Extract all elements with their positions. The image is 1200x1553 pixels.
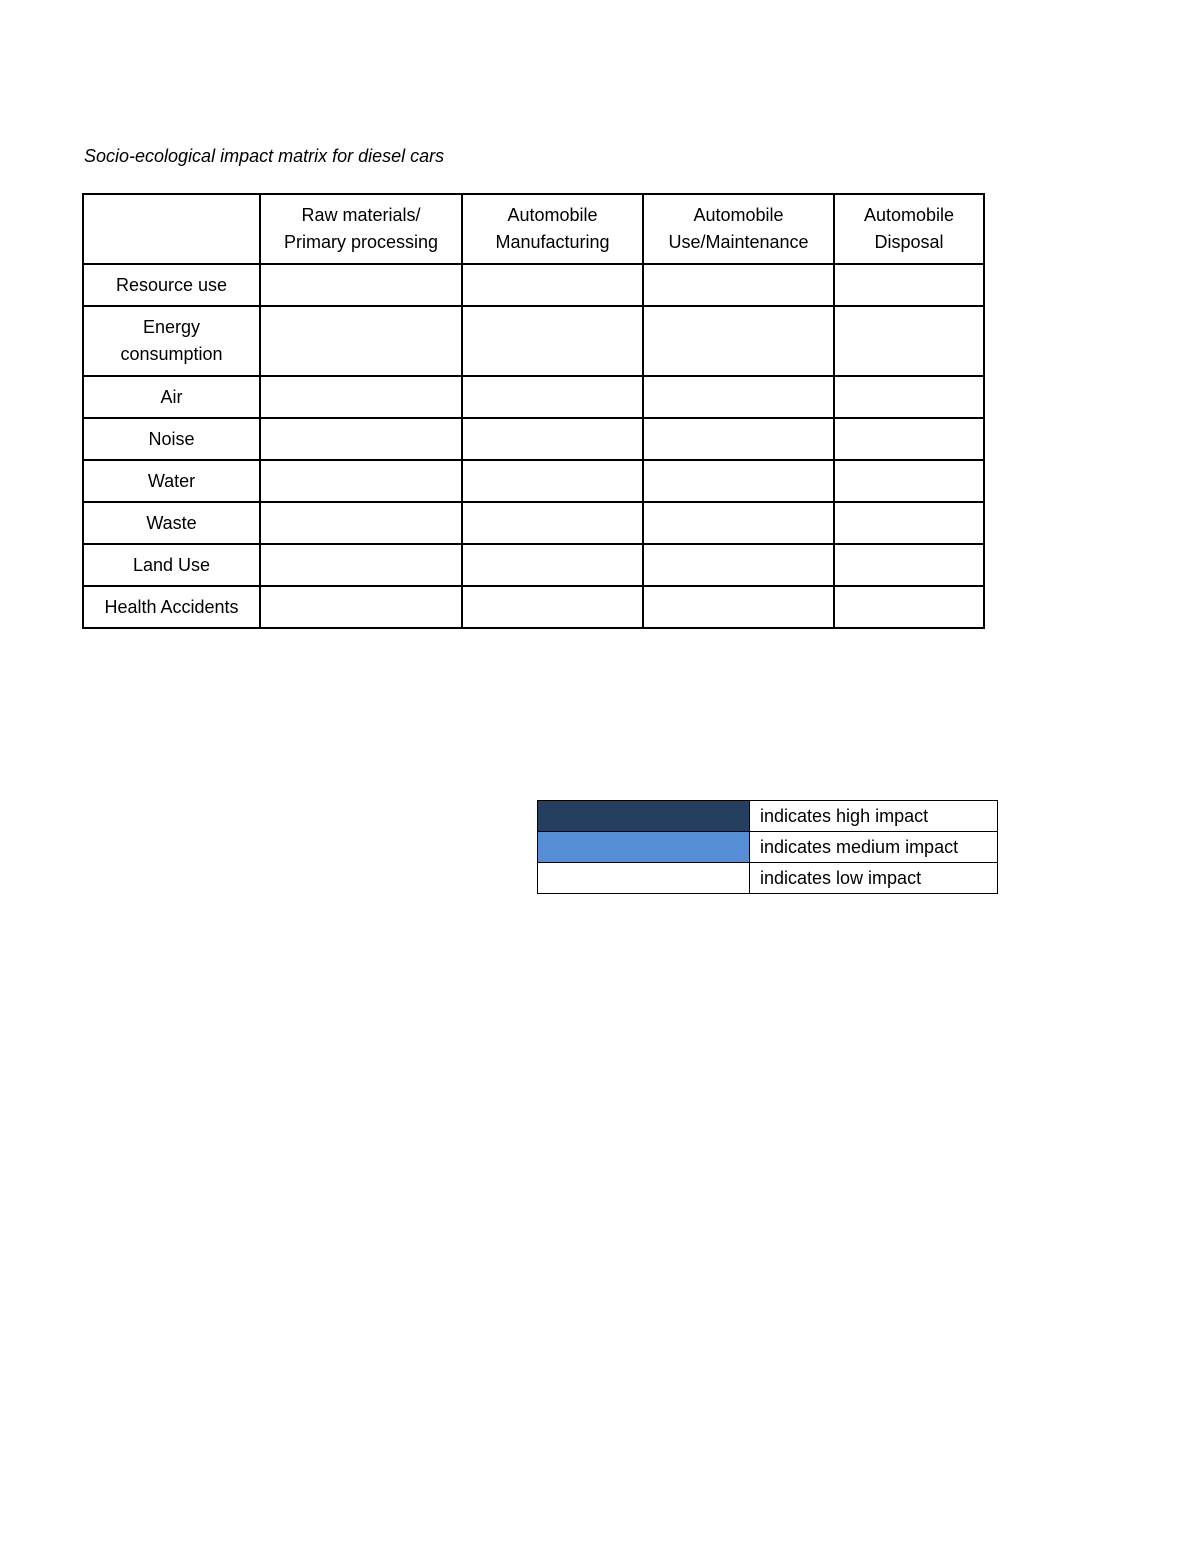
table-row xyxy=(83,544,984,586)
row-header-line: consumption xyxy=(120,344,223,364)
column-header-manufacturing xyxy=(462,194,643,264)
table-row xyxy=(83,502,984,544)
matrix-cell xyxy=(834,418,984,460)
legend-label-low: indicates low impact xyxy=(750,863,998,894)
row-header-resource-use: Resource use xyxy=(83,264,260,306)
matrix-cell xyxy=(260,586,462,628)
matrix-cell xyxy=(462,264,643,306)
row-header-line: Energy xyxy=(142,317,201,337)
row-header-land-use: Land Use xyxy=(83,544,260,586)
legend-swatch-low xyxy=(538,863,750,894)
matrix-cell xyxy=(260,306,462,376)
column-header-disposal xyxy=(834,194,984,264)
row-header-health-accidents: Health Accidents xyxy=(83,586,260,628)
matrix-cell xyxy=(643,418,834,460)
matrix-cell xyxy=(260,544,462,586)
table-row xyxy=(83,264,984,306)
matrix-cell xyxy=(260,264,462,306)
legend-item-medium xyxy=(538,832,998,863)
matrix-cell xyxy=(462,418,643,460)
matrix-cell xyxy=(462,544,643,586)
header-row xyxy=(83,194,984,264)
matrix-cell xyxy=(643,502,834,544)
matrix-cell xyxy=(462,502,643,544)
matrix-cell xyxy=(462,586,643,628)
matrix-cell xyxy=(260,460,462,502)
row-header-water: Water xyxy=(83,460,260,502)
column-header-line: Automobile xyxy=(693,205,784,225)
column-header-line: Primary processing xyxy=(283,232,439,252)
matrix-cell xyxy=(462,460,643,502)
table-row xyxy=(83,306,984,376)
table-row xyxy=(83,586,984,628)
table-row xyxy=(83,376,984,418)
impact-matrix-table xyxy=(82,193,985,629)
matrix-cell xyxy=(260,376,462,418)
row-header-noise: Noise xyxy=(83,418,260,460)
matrix-cell xyxy=(643,544,834,586)
matrix-cell xyxy=(260,418,462,460)
legend-label-medium: indicates medium impact xyxy=(750,832,998,863)
matrix-cell xyxy=(462,306,643,376)
column-header-line: Raw materials/ xyxy=(301,205,421,225)
row-header-waste: Waste xyxy=(83,502,260,544)
column-header-line: Automobile xyxy=(863,205,955,225)
column-header-line: Use/Maintenance xyxy=(668,232,809,252)
matrix-cell xyxy=(834,376,984,418)
corner-cell xyxy=(83,194,260,264)
row-header-air: Air xyxy=(83,376,260,418)
page-title: Socio-ecological impact matrix for diesel cars xyxy=(84,146,445,166)
column-header-use-maintenance xyxy=(643,194,834,264)
impact-legend xyxy=(537,800,998,894)
matrix-cell xyxy=(260,502,462,544)
matrix-cell xyxy=(834,264,984,306)
column-header-line: Manufacturing xyxy=(495,232,610,252)
matrix-cell xyxy=(643,306,834,376)
matrix-cell xyxy=(643,376,834,418)
matrix-cell xyxy=(834,586,984,628)
matrix-cell xyxy=(834,544,984,586)
legend-item-low xyxy=(538,863,998,894)
column-header-line: Disposal xyxy=(874,232,944,252)
matrix-cell xyxy=(643,586,834,628)
table-row xyxy=(83,418,984,460)
column-header-line: Automobile xyxy=(507,205,598,225)
legend-item-high xyxy=(538,801,998,832)
matrix-cell xyxy=(643,460,834,502)
row-header-energy-consumption xyxy=(83,306,260,376)
matrix-cell xyxy=(643,264,834,306)
matrix-cell xyxy=(834,502,984,544)
matrix-cell xyxy=(834,306,984,376)
table-row xyxy=(83,460,984,502)
column-header-raw-materials xyxy=(260,194,462,264)
matrix-cell xyxy=(834,460,984,502)
matrix-cell xyxy=(462,376,643,418)
legend-label-high: indicates high impact xyxy=(750,801,998,832)
legend-swatch-high xyxy=(538,801,750,832)
legend-swatch-medium xyxy=(538,832,750,863)
